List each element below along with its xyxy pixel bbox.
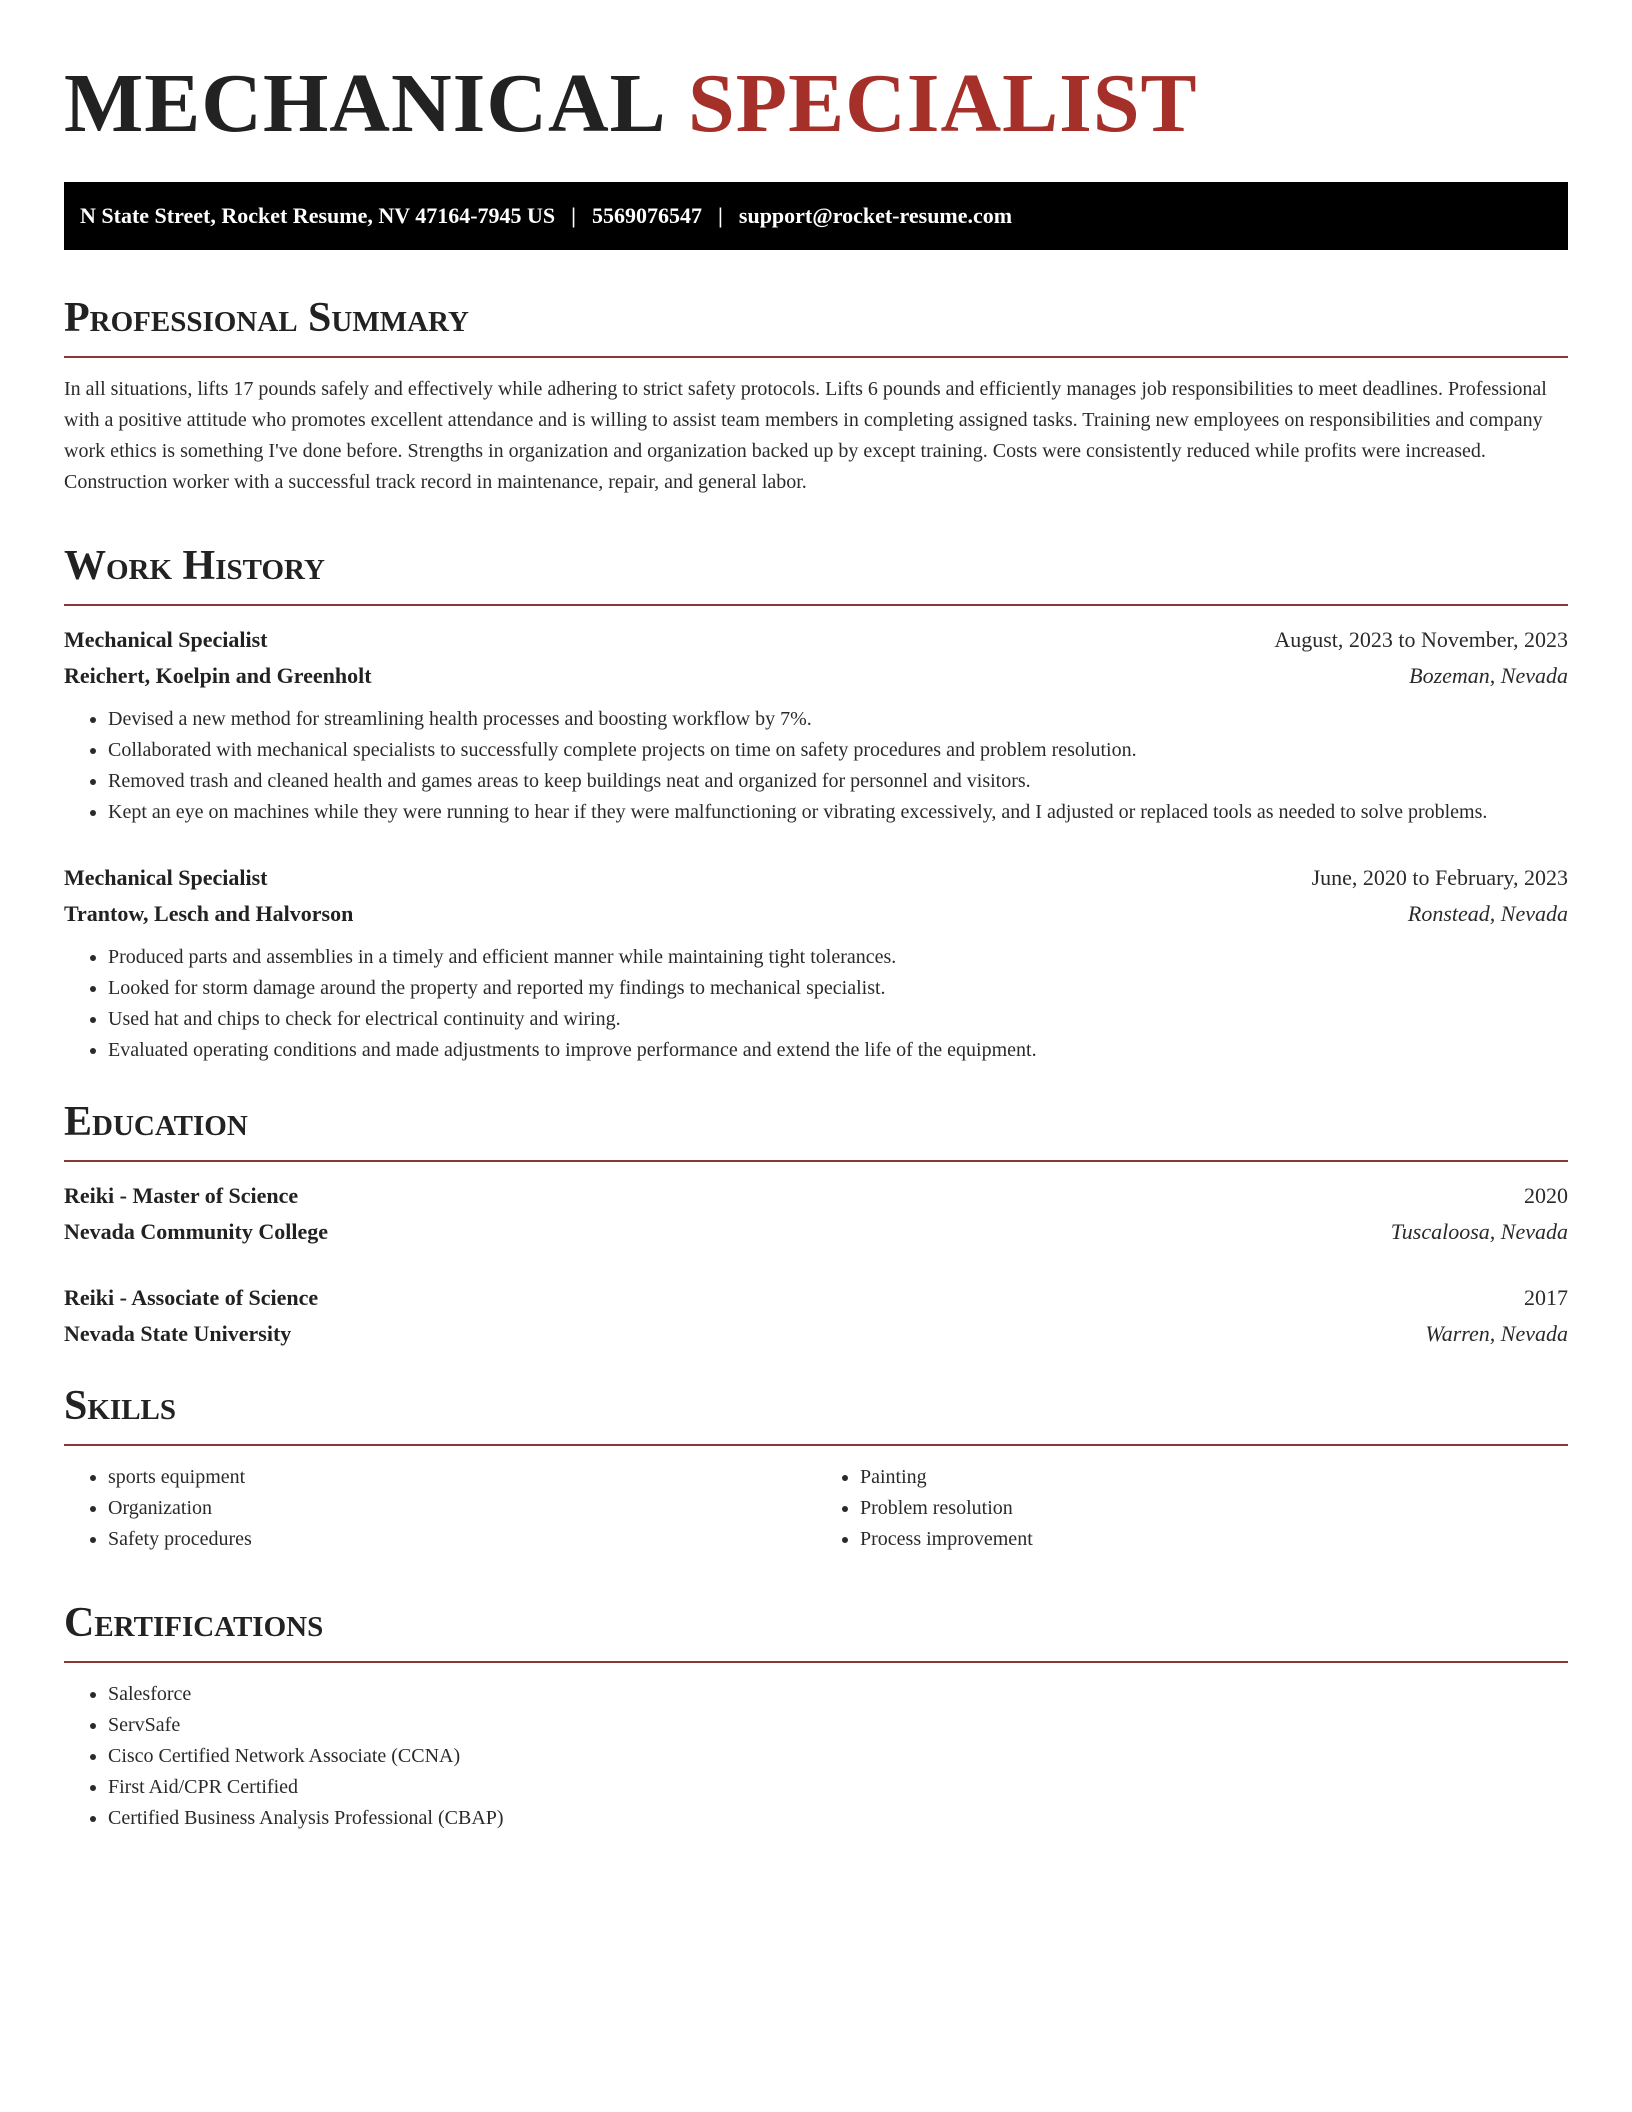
job-location: Bozeman, Nevada [1409,663,1568,688]
section-title-skills: Skills [64,1383,177,1429]
job-bullets [64,942,1568,1066]
contact-email: support@rocket-resume.com [738,203,1013,228]
job-role: Mechanical Specialist [64,865,268,890]
list-item: • Produced parts and assemblies in a timely and efficient manner while maintaining tight tolerances. [108,942,1568,973]
job-company-row [64,658,1568,694]
section-title-certifications: Certifications [64,1600,324,1646]
list-item: • Painting [860,1462,1568,1493]
summary-text: In all situations, lifts 17 pounds safely and effectively while adhering to strict safety protocols. Lifts 6 pounds and efficiently manages job responsibilities to meet deadlines. Professional with a positive attitude who promotes excellent attendance and is willing to assist team members in completing assigned tasks. Training new employees on responsibilities and company work ethics is something I've done before. Strengths in organization and organization backed up by except training. Costs were consistently reduced while profits were increased. Construction worker with a successful track record in maintenance, repair, and general labor. [64,378,1547,493]
section-divider [64,1160,1568,1162]
skills-list-left [64,1462,816,1555]
section-divider [64,1444,1568,1446]
education-degree-row [64,1280,1568,1316]
section-title-work-history: Work History [64,543,325,589]
list-item: • Evaluated operating conditions and made adjustments to improve performance and extend the life of the equipment. [108,1035,1568,1066]
section-divider [64,604,1568,606]
education-degree: Reiki - Associate of Science [64,1285,319,1310]
list-item: • sports equipment [108,1462,816,1493]
education-degree: Reiki - Master of Science [64,1183,299,1208]
job-company-row [64,896,1568,932]
list-item: • Certified Business Analysis Professional (CBAP) [108,1803,1568,1834]
job-bullets [64,704,1568,828]
contact-bar [64,182,1568,250]
name-last: SPECIALIST [688,57,1198,150]
job-header-row [64,860,1568,896]
education-entry [64,1280,1568,1352]
list-item: • Kept an eye on machines while they were running to hear if they were malfunctioning or vibrating excessively, and I adjusted or replaced tools as needed to solve problems. [108,797,1568,828]
section-title-education: Education [64,1099,248,1145]
list-item: • Cisco Certified Network Associate (CCNA) [108,1741,1568,1772]
education-location: Tuscaloosa, Nevada [1390,1219,1568,1244]
job-location: Ronstead, Nevada [1407,901,1568,926]
list-item: • ServSafe [108,1710,1568,1741]
list-item: • Safety procedures [108,1524,816,1555]
contact-separator: | [718,203,723,228]
list-item: • Looked for storm damage around the property and reported my findings to mechanical specialist. [108,973,1568,1004]
list-item: • Problem resolution [860,1493,1568,1524]
job-header-row [64,622,1568,658]
skills-list-right [816,1462,1568,1555]
job-entry [64,860,1568,1066]
section-title-summary: Professional Summary [64,295,469,341]
education-year: 2020 [1524,1183,1568,1208]
list-item: • Salesforce [108,1679,1568,1710]
skills-columns [64,1462,1568,1555]
education-school-row [64,1214,1568,1250]
list-item: • Used hat and chips to check for electrical continuity and wiring. [108,1004,1568,1035]
list-item: • Devised a new method for streamlining health processes and boosting workflow by 7%. [108,704,1568,735]
education-school: Nevada Community College [64,1219,328,1244]
contact-separator: | [571,203,577,228]
education-entry [64,1178,1568,1250]
education-school: Nevada State University [64,1321,292,1346]
candidate-name [64,0,1568,150]
education-location: Warren, Nevada [1425,1321,1568,1346]
list-item: • Removed trash and cleaned health and games areas to keep buildings neat and organized for personnel and visitors. [108,766,1568,797]
list-item: • First Aid/CPR Certified [108,1772,1568,1803]
section-divider [64,1661,1568,1663]
job-company: Trantow, Lesch and Halvorson [64,901,354,926]
name-first: MECHANICAL [64,57,663,150]
job-role: Mechanical Specialist [64,627,268,652]
job-dates: August, 2023 to November, 2023 [1274,627,1568,652]
job-company: Reichert, Koelpin and Greenholt [64,663,372,688]
job-dates: June, 2020 to February, 2023 [1311,865,1568,890]
education-school-row [64,1316,1568,1352]
job-entry [64,622,1568,828]
contact-address: N State Street, Rocket Resume, NV 47164-7945 US [80,203,556,228]
education-year: 2017 [1524,1285,1568,1310]
certifications-list [64,1679,1568,1834]
education-degree-row [64,1178,1568,1214]
section-divider [64,356,1568,358]
contact-phone: 5569076547 [592,203,703,228]
list-item: • Collaborated with mechanical specialists to successfully complete projects on time on safety procedures and problem resolution. [108,735,1568,766]
list-item: • Organization [108,1493,816,1524]
list-item: • Process improvement [860,1524,1568,1555]
